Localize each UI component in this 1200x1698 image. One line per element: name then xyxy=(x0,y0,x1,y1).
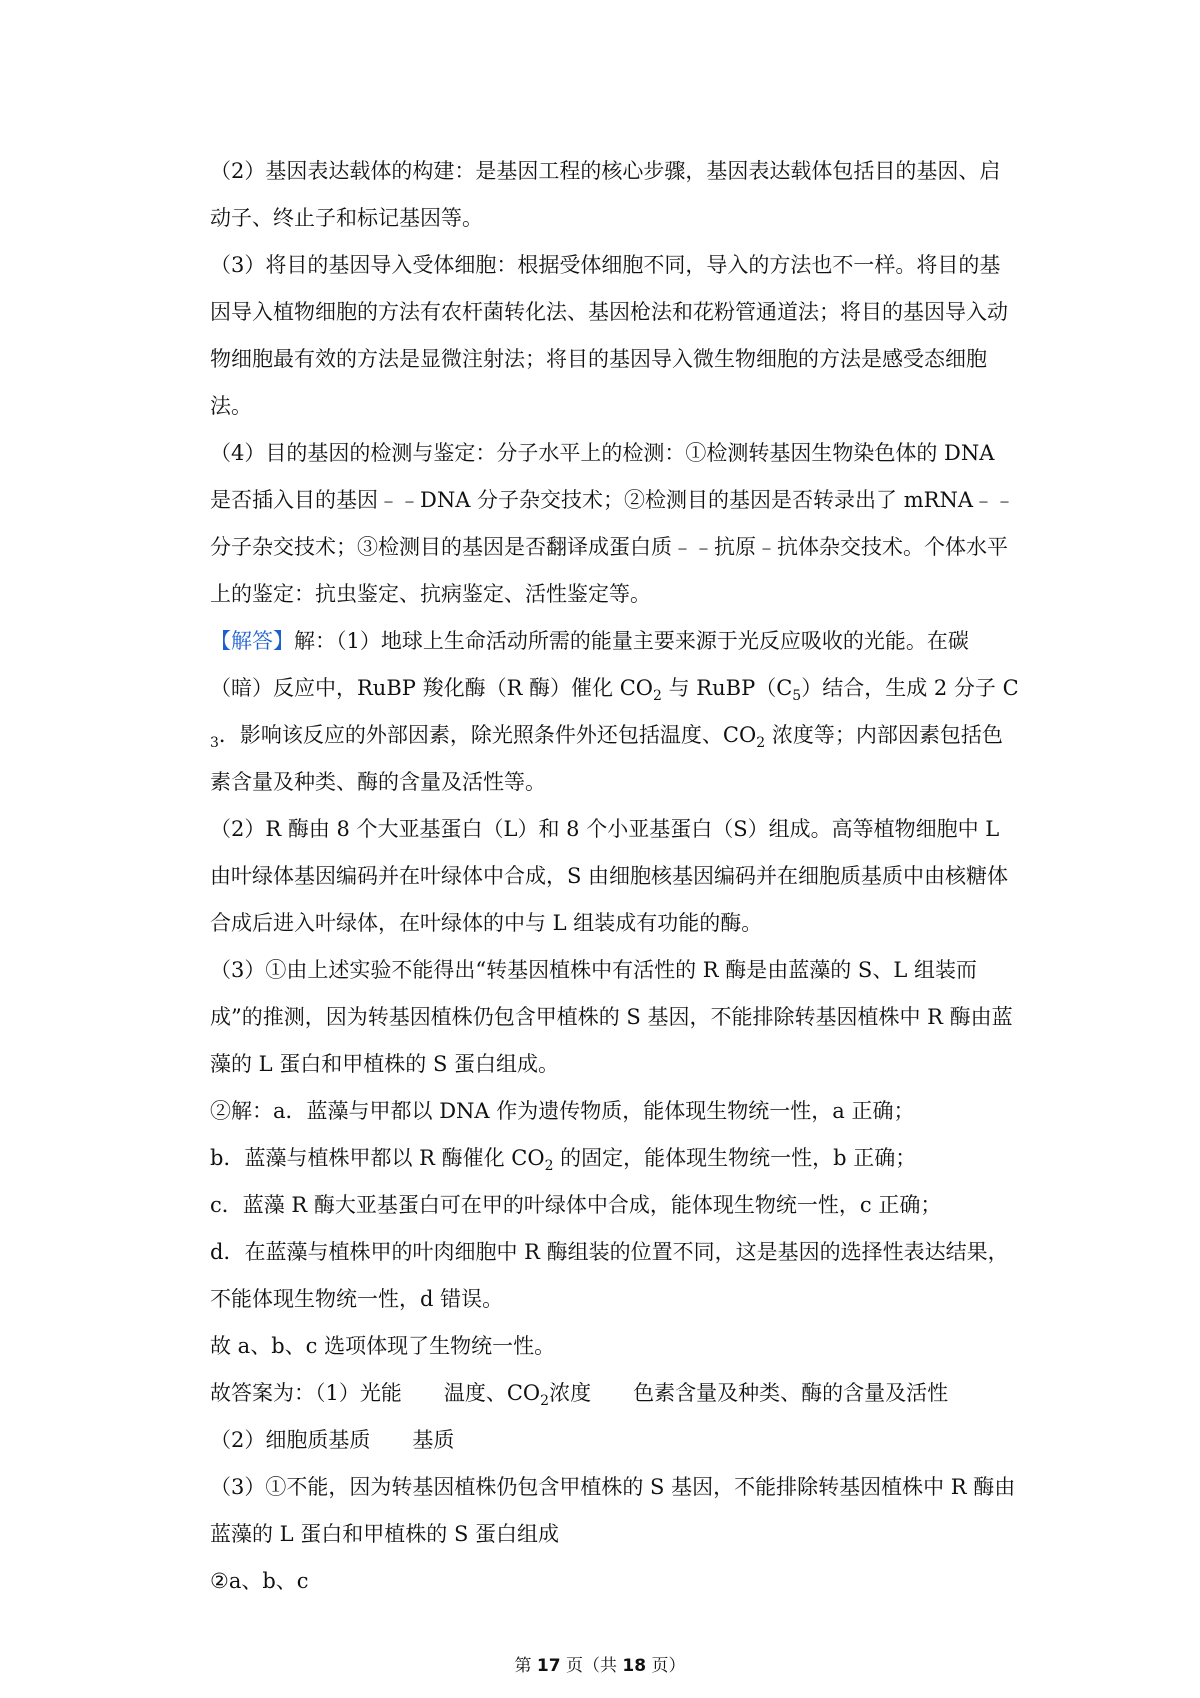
list-item-b-text-1: b．蓝藻与植株甲都以 R 酶催化 CO xyxy=(210,1146,545,1170)
answer-label: 【解答】 xyxy=(210,629,294,653)
answer-summary-text-1: 故答案为：（1）光能 温度、CO xyxy=(210,1381,541,1405)
subscript: 2 xyxy=(653,688,662,704)
subscript: 5 xyxy=(792,688,802,704)
paragraph-experiment: （3）①由上述实验不能得出“转基因植株中有活性的 R 酶是由蓝藻的 S、L 组装而成”的推测，因为转基因植株仍包含甲植株的 S 基因，不能排除转基因植株中 R 酶由蓝藻的 L 蛋白和甲植株的 S 蛋白组成。 xyxy=(210,958,1013,1076)
answer-summary-text-2: 浓度 色素含量及种类、酶的含量及活性 xyxy=(549,1381,949,1405)
subscript: 2 xyxy=(756,735,766,751)
page-footer xyxy=(0,1654,1200,1678)
page-total: 18 xyxy=(622,1656,647,1676)
subscript: 3 xyxy=(210,735,219,751)
subscript: 2 xyxy=(544,1158,554,1174)
page-number: 17 xyxy=(536,1656,561,1676)
answer-summary-3: （3）①不能，因为转基因植株仍包含甲植株的 S 基因，不能排除转基因植株中 R 酶由蓝藻的 L 蛋白和甲植株的 S 蛋白组成 xyxy=(210,1475,1016,1546)
answer-summary-1 xyxy=(210,1370,1020,1417)
answer-summary-2: （2）细胞质基质 基质 xyxy=(210,1428,455,1452)
answer-text-1: 解：（1）地球上生命活动所需的能量主要来源于光反应吸收的光能。在碳（暗）反应中，RuBP 羧化酶（R 酶）催化 CO xyxy=(210,629,969,700)
footer-prefix: 第 xyxy=(514,1656,537,1676)
paragraph-r-enzyme: （2）R 酶由 8 个大亚基蛋白（L）和 8 个小亚基蛋白（S）组成。高等植物细胞中 L 由叶绿体基因编码并在叶绿体中合成，S 由细胞核基因编码并在细胞质基质中由核糖体合成后进入叶绿体，在叶绿体的中与 L 组装成有功能的酶。 xyxy=(210,817,1009,935)
paragraph-detection: （4）目的基因的检测与鉴定：分子水平上的检测：①检测转基因生物染色体的 DNA 是否插入目的基因﹣﹣DNA 分子杂交技术；②检测目的基因是否转录出了 mRNA﹣﹣分子杂交技术；③检测目的基因是否翻译成蛋白质﹣﹣抗原﹣抗体杂交技术。个体水平上的鉴定：抗虫鉴定、抗病鉴定、活性鉴定等。 xyxy=(210,441,1015,606)
paragraph-vector-construction: （2）基因表达载体的构建：是基因工程的核心步骤，基因表达载体包括目的基因、启动子、终止子和标记基因等。 xyxy=(210,159,1001,230)
list-item-b-text-2: 的固定，能体现生物统一性，b 正确； xyxy=(553,1146,917,1170)
paragraph-gene-introduction: （3）将目的基因导入受体细胞：根据受体细胞不同，导入的方法也不一样。将目的基因导入植物细胞的方法有农杆菌转化法、基因枪法和花粉管通道法；将目的基因导入动物细胞最有效的方法是显微注射法；将目的基因导入微生物细胞的方法是感受态细胞法。 xyxy=(210,253,1008,418)
document-body xyxy=(210,148,1020,1605)
footer-suffix: 页） xyxy=(646,1656,686,1676)
answer-summary-4: ②a、b、c xyxy=(210,1569,309,1593)
subscript: 2 xyxy=(540,1393,550,1409)
answer-text-5: 浓度等；内部因素包括色素含量及种类、酶的含量及活性等。 xyxy=(210,723,1003,794)
conclusion: 故 a、b、c 选项体现了生物统一性。 xyxy=(210,1334,556,1358)
list-item-c: c．蓝藻 R 酶大亚基蛋白可在甲的叶绿体中合成，能体现生物统一性，c 正确； xyxy=(210,1193,942,1217)
answer-text-3: ）结合，生成 2 分子 C xyxy=(801,676,1019,700)
answer-text-2: 与 RuBP（C xyxy=(661,676,793,700)
answer-text-4: ．影响该反应的外部因素，除光照条件外还包括温度、CO xyxy=(218,723,757,747)
paragraph-answer-1 xyxy=(210,618,1020,806)
footer-middle: 页（共 xyxy=(560,1656,623,1676)
list-item-d: d．在蓝藻与植株甲的叶肉细胞中 R 酶组装的位置不同，这是基因的选择性表达结果，不能体现生物统一性，d 错误。 xyxy=(210,1240,1009,1311)
list-item-a: ②解：a．蓝藻与甲都以 DNA 作为遗传物质，能体现生物统一性，a 正确； xyxy=(210,1099,915,1123)
list-item-b xyxy=(210,1135,1020,1182)
